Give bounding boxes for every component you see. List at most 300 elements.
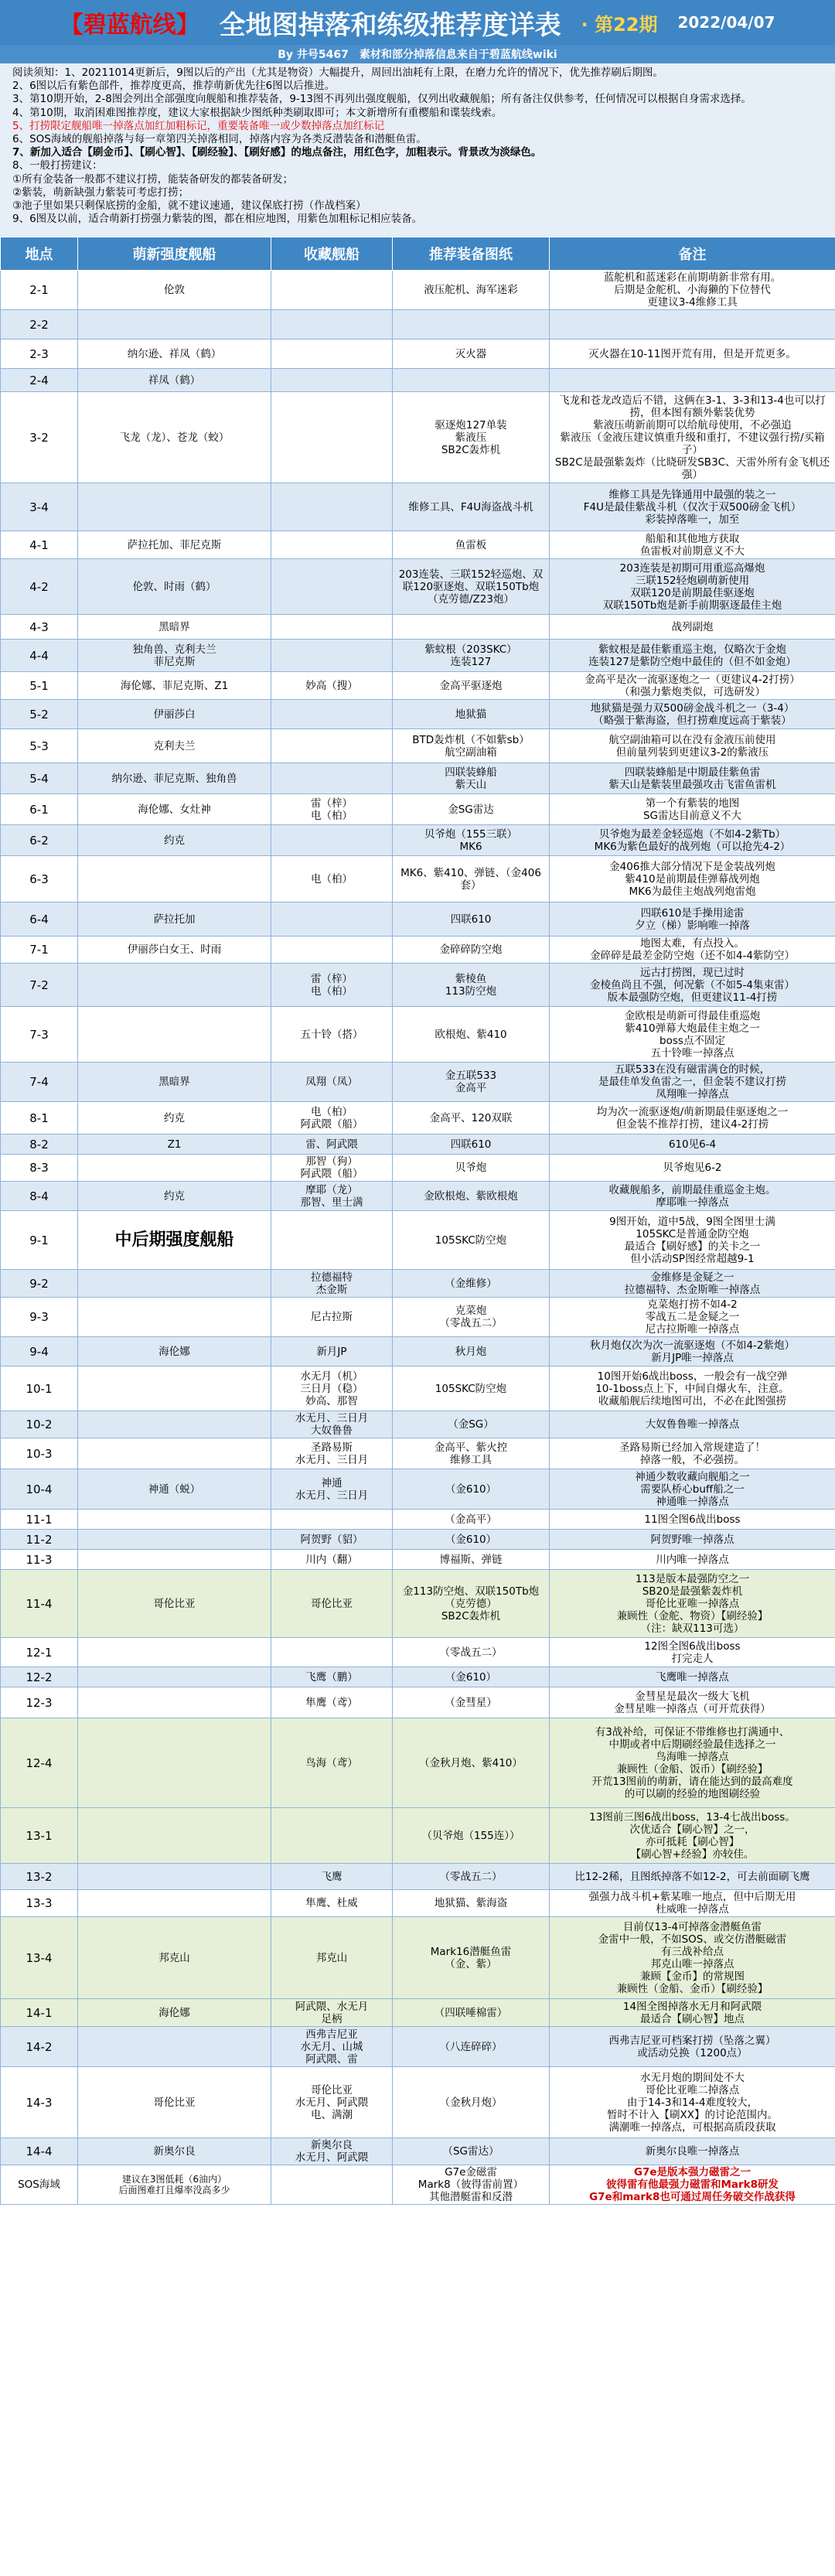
col-equipment-cell: 液压舵机、海军迷彩: [393, 271, 550, 310]
col-location-cell: 3-2: [1, 392, 78, 483]
col-notes-cell: 新奥尔良唯一掉落点: [550, 2138, 835, 2165]
table-row: [1, 1667, 835, 1687]
col-equipment-cell: 地狱猫: [393, 700, 550, 729]
col-notes-cell: 强强力战斗机+紫某唯一地点，但中后期无用 杜威唯一掉落点: [550, 1890, 835, 1917]
col-location-cell: 13-4: [1, 1917, 78, 1999]
col-equipment-cell: 金五联533 金高平: [393, 1063, 550, 1102]
page-title: 全地图掉落和练级推荐度详表: [219, 9, 561, 41]
table-row: [1, 1510, 835, 1530]
col-collection-cell: [271, 700, 393, 729]
col-equipment-cell: G7e金磁雷 Mark8（彼得雷前置） 其他潜艇雷和反潜: [393, 2165, 550, 2205]
col-ships-cell: 海伦娜、女灶神: [78, 794, 271, 825]
col-equipment-cell: 105SKC防空炮: [393, 1366, 550, 1411]
credit-line: [0, 45, 835, 63]
col-notes-cell: 川内唯一掉落点: [550, 1550, 835, 1570]
col-collection-cell: 妙高（搜）: [271, 672, 393, 700]
col-ships-cell: 海伦娜: [78, 1337, 271, 1366]
col-notes-cell: 神通少数收藏向舰船之一 需要队桥心buff船之一 神通唯一掉落点: [550, 1469, 835, 1510]
col-collection-cell: 川内（翻）: [271, 1550, 393, 1570]
reading-notes: [0, 63, 835, 237]
col-ships-cell: 邦克山: [78, 1917, 271, 1999]
game-tag: 【碧蓝航线】: [60, 12, 199, 39]
table-row: [1, 1155, 835, 1182]
col-location-cell: 2-3: [1, 339, 78, 369]
col-collection-cell: 阿武隈、水无月 足柄: [271, 1999, 393, 2027]
table-row: [1, 937, 835, 964]
col-ships-cell: 伦敦: [78, 271, 271, 310]
col-ships-cell: [78, 1530, 271, 1550]
table-row: [1, 1687, 835, 1718]
col-notes-cell: 四联装蜂船是中期最佳紫鱼雷 紫天山是紫装里最强攻击飞雷鱼雷机: [550, 763, 835, 794]
col-notes-cell: 贝爷炮为最差金轻巡炮（不如4-2紫Tb） MK6为紫色最好的战列炮（可以抢先4-2）: [550, 825, 835, 856]
col-ships-cell: 约克: [78, 1102, 271, 1134]
col-collection-cell: 五十铃（搭）: [271, 1007, 393, 1063]
col-collection-cell: [271, 310, 393, 339]
col-location-cell: SOS海域: [1, 2165, 78, 2205]
col-equipment-cell: 秋月炮: [393, 1337, 550, 1366]
col-notes-cell: 610见6-4: [550, 1134, 835, 1155]
col-ships-cell: [78, 964, 271, 1007]
col-notes-cell: 阿贺野唯一掉落点: [550, 1530, 835, 1550]
source-credit: 素材和部分掉落信息来自于碧蓝航线wiki: [359, 49, 557, 61]
table-row: [1, 1864, 835, 1890]
col-location-cell: 6-2: [1, 825, 78, 856]
col-location-cell: 14-2: [1, 2027, 78, 2067]
col-equipment-cell: （金秋月炮、紫410）: [393, 1718, 550, 1808]
col-location-cell: 4-3: [1, 615, 78, 640]
col-location-cell: 8-4: [1, 1182, 78, 1211]
col-notes-cell: 金406推大部分情况下是金装战列炮 紫410是前期最佳弹幕战列炮 MK6为最佳主炮战列炮雷炮: [550, 856, 835, 902]
note-line: 阅读须知：1、20211014更新后，9图以后的产出（尤其是物资）大幅提升，周回出油耗有上限，在磨力允许的情况下，优先推荐刷后期图。: [12, 67, 663, 79]
col-ships-cell: 伊丽莎白女王、时雨: [78, 937, 271, 964]
col-location-cell: 7-3: [1, 1007, 78, 1063]
col-ships-cell: [78, 1270, 271, 1298]
col-ships-cell: 中后期强度舰船: [78, 1211, 271, 1270]
col-equipment-cell: 维修工具、F4U海盗战斗机: [393, 483, 550, 531]
col-equipment-cell: 贝爷炮: [393, 1155, 550, 1182]
col-ships-cell: [78, 1550, 271, 1570]
col-notes-cell: 飞鹰唯一掉落点: [550, 1667, 835, 1687]
table-row: [1, 794, 835, 825]
col-equipment-cell: 驱逐炮127单装 紫液压 SB2C轰炸机: [393, 392, 550, 483]
col-equipment-cell: （金秋月炮）: [393, 2067, 550, 2138]
col-equipment-cell: 金高平驱逐炮: [393, 672, 550, 700]
col-equipment-cell: [393, 310, 550, 339]
col-notes-cell: 9图开始，道中5战，9图全图里士满 105SKC是普通金防空炮 最适合【刷好感】的关卡之一 但小活动SP图经常超越9-1: [550, 1211, 835, 1270]
col-notes-cell: 西弗吉尼亚可档案打捞（坠落之翼） 或活动兑换（1200点）: [550, 2027, 835, 2067]
col-equipment-cell: 金SG雷达: [393, 794, 550, 825]
col-equipment-cell: （金高平）: [393, 1510, 550, 1530]
issue-date: 2022/04/07: [677, 13, 775, 32]
col-collection-cell: 哥伦比亚 水无月、阿武隈 电、满潮: [271, 2067, 393, 2138]
table-row: [1, 1718, 835, 1808]
col-collection-cell: 那智（狗） 阿武隈（船）: [271, 1155, 393, 1182]
col-ships-cell: 伊丽莎白: [78, 700, 271, 729]
col-notes-cell: 克菜炮打捞不如4-2 零战五二是金疑之一 尼古拉斯唯一掉落点: [550, 1298, 835, 1337]
table-row: [1, 2138, 835, 2165]
col-collection-cell: [271, 615, 393, 640]
col-ships-cell: [78, 1007, 271, 1063]
table-row: [1, 763, 835, 794]
col-collection-cell: 隼鹰（鸢）: [271, 1687, 393, 1718]
table-header: [1, 237, 835, 271]
table-row: [1, 856, 835, 902]
col-equipment-cell: BTD轰炸机（不如紫sb） 航空副油箱: [393, 729, 550, 763]
col-equipment-cell: （金610）: [393, 1530, 550, 1550]
col-ships-cell: 黑暗界: [78, 1063, 271, 1102]
col-location-cell: 11-3: [1, 1550, 78, 1570]
col-location-cell: 8-2: [1, 1134, 78, 1155]
col-notes-cell: 飞龙和苍龙改造后不错，这俩在3-1、3-3和13-4也可以打捞，但本图有额外紫装优势 紫液压萌新前期可以给航母使用，不必强追 紫液压（金液压建议慎重升级和重打，不建议强行捞/买箱子） SB2C是最强紫轰炸（比晓研发SB3C、天雷外所有金飞机还强）: [550, 392, 835, 483]
col-location-cell: 7-1: [1, 937, 78, 964]
col-collection-cell: 鸟海（鸢）: [271, 1718, 393, 1808]
issue-number: · 第22期: [581, 13, 658, 36]
col-notes-cell: 水无月炮的期间处不大 哥伦比亚唯二掉落点 由于14-3和14-4难度较大， 暂时不计入【刷XX】的讨论范围内。 满潮唯一掉落点，可根据高质段获取: [550, 2067, 835, 2138]
col-notes-cell: 金维修是金疑之一 拉德福特、杰金斯唯一掉落点: [550, 1270, 835, 1298]
col-location-cell: 9-4: [1, 1337, 78, 1366]
col-equipment-cell: （金维修）: [393, 1270, 550, 1298]
col-equipment-cell: 贝爷炮（155三联） MK6: [393, 825, 550, 856]
table-row: [1, 672, 835, 700]
col-location-cell: 9-1: [1, 1211, 78, 1270]
table-row: [1, 392, 835, 483]
col-ships-cell: 萨拉托加: [78, 902, 271, 937]
col-notes-cell: 均为次一流驱逐炮/萌新期最佳驱逐炮之一 但金装不推荐打捞，建议4-2打捞: [550, 1102, 835, 1134]
col-collection-cell: [271, 1211, 393, 1270]
col-location-cell: 9-3: [1, 1298, 78, 1337]
col-equipment-cell: （八连碎碎）: [393, 2027, 550, 2067]
col-location-cell: 5-4: [1, 763, 78, 794]
col-collection-cell: 水无月、三日月 大奴鲁鲁: [271, 1411, 393, 1438]
table-row: [1, 369, 835, 392]
col-location-header: 地点: [1, 237, 78, 271]
col-notes-cell: [550, 310, 835, 339]
note-line: 7、新加入适合【刷金币】、【刷心智】、【刷经验】、【刷好感】的地点备注，用红色字，加粗表示。背景改为淡绿色。: [12, 146, 542, 159]
note-line: 8、一般打捞建议：: [12, 159, 103, 172]
col-location-cell: 6-1: [1, 794, 78, 825]
col-ships-cell: 新奥尔良: [78, 2138, 271, 2165]
col-equipment-cell: 金碎碎防空炮: [393, 937, 550, 964]
table-row: [1, 1438, 835, 1469]
col-ships-cell: [78, 1438, 271, 1469]
col-notes-cell: 比12-2稀，且图纸掉落不如12-2，可去前面刷飞鹰: [550, 1864, 835, 1890]
col-ships-cell: 神通（蜕）: [78, 1469, 271, 1510]
col-collection-cell: [271, 763, 393, 794]
col-collection-cell: 尼古拉斯: [271, 1298, 393, 1337]
col-collection-cell: [271, 2165, 393, 2205]
note-line: 3、第10期开始，2-8图会列出全部强度向舰船和推荐装备，9-13图不再列出强度舰船，仅列出收藏舰船；所有备注仅供参考，任何情况可以根据自身需求选择。: [12, 93, 752, 106]
col-ships-cell: [78, 1718, 271, 1808]
col-collection-cell: 神通 水无月、三日月: [271, 1469, 393, 1510]
author-credit: By 井号5467: [278, 49, 349, 61]
col-location-cell: 2-1: [1, 271, 78, 310]
col-equipment-cell: 四联装蜂船 紫天山: [393, 763, 550, 794]
table-row: [1, 1999, 835, 2027]
note-line: 6、SOS海域的舰船掉落与每一章第四关掉落相同，掉落内容为各类反潜装备和潜艇鱼雷。: [12, 133, 427, 146]
col-notes-cell: 金欧根是萌新可得最佳重巡炮 紫410弹幕大炮最佳主炮之一 boss点不固定 五十铃唯一掉落点: [550, 1007, 835, 1063]
col-equipment-cell: （贝爷炮（155连））: [393, 1808, 550, 1864]
col-equipment-cell: 克菜炮 （零战五二）: [393, 1298, 550, 1337]
note-line: 9、6图及以前，适合萌新打捞强力紫装的图，都在相应地图，用紫色加粗标记相应装备。: [12, 213, 423, 226]
col-notes-cell: 13图前三图6战出boss，13-4七战出boss。 次优适合【刷心智】之一， 亦可抵耗【刷心智】 【刷心智+经验】亦较佳。: [550, 1808, 835, 1864]
table-row: [1, 1134, 835, 1155]
table-row: [1, 1469, 835, 1510]
note-line: ③池子里如果只剩保底捞的金船，就不建议速通，建议保底打捞（作战档案）: [12, 200, 366, 213]
col-ships-cell: [78, 483, 271, 531]
col-ships-cell: 伦敦、时雨（鹤）: [78, 559, 271, 615]
col-location-cell: 6-3: [1, 856, 78, 902]
col-ships-cell: 独角兽、克利夫兰 菲尼克斯: [78, 640, 271, 672]
col-ships-cell: 祥凤（鹤）: [78, 369, 271, 392]
table-row: [1, 1808, 835, 1864]
col-notes-cell: 12图全图6战出boss 打完走人: [550, 1638, 835, 1667]
col-collection-cell: [271, 1638, 393, 1667]
col-location-cell: 11-1: [1, 1510, 78, 1530]
col-location-cell: 9-2: [1, 1270, 78, 1298]
col-collection-cell: 电（柏） 阿武隈（船）: [271, 1102, 393, 1134]
col-equipment-cell: 鱼雷板: [393, 531, 550, 559]
col-collection-cell: [271, 1510, 393, 1530]
col-ships-cell: 纳尔逊、菲尼克斯、独角兽: [78, 763, 271, 794]
col-collection-cell: [271, 1808, 393, 1864]
col-location-cell: 8-3: [1, 1155, 78, 1182]
col-equipment-cell: 金欧根炮、紫欧根炮: [393, 1182, 550, 1211]
col-collection-cell: 摩耶（龙） 那智、里士满: [271, 1182, 393, 1211]
col-location-cell: 11-2: [1, 1530, 78, 1550]
table-row: [1, 1570, 835, 1638]
col-location-cell: 7-4: [1, 1063, 78, 1102]
table-row: [1, 729, 835, 763]
col-ships-cell: [78, 1411, 271, 1438]
col-ships-cell: [78, 1667, 271, 1687]
col-ships-cell: 纳尔逊、祥凤（鹤）: [78, 339, 271, 369]
col-equipment-cell: 四联610: [393, 902, 550, 937]
col-ships-cell: 哥伦比亚: [78, 1570, 271, 1638]
col-equipment-cell: 紫蚊根（203SKC） 连装127: [393, 640, 550, 672]
col-notes-cell: 秋月炮仅次为次一流驱逐炮（不如4-2紫炮） 新月JP唯一掉落点: [550, 1337, 835, 1366]
col-collection-cell: [271, 825, 393, 856]
col-collection-cell: 飞鹰（鹏）: [271, 1667, 393, 1687]
col-ships-cell: [78, 1638, 271, 1667]
table-row: [1, 700, 835, 729]
col-collection-cell: [271, 369, 393, 392]
col-notes-cell: 收藏舰船多，前期最佳重巡金主炮。 摩耶唯一掉落点: [550, 1182, 835, 1211]
col-notes-cell: 203连装是初期可用重巡高爆炮 三联152轻炮刷萌新使用 双联120是前期最佳驱逐炮 双联150Tb炮是新手前期驱逐最佳主炮: [550, 559, 835, 615]
col-collection-cell: 凤翔（凤）: [271, 1063, 393, 1102]
col-notes-cell: 远古打捞图，现已过时 金棱鱼尚且不强，何况紫（不如5-4集束雷） 版本最强防空炮，但更建议11-4打捞: [550, 964, 835, 1007]
col-equipment-cell: （金610）: [393, 1667, 550, 1687]
col-ships-cell: 约克: [78, 1182, 271, 1211]
col-location-cell: 2-4: [1, 369, 78, 392]
col-collection-cell: [271, 559, 393, 615]
table-row: [1, 615, 835, 640]
col-ships-cell: [78, 1890, 271, 1917]
col-notes-cell: 灭火器在10-11图开荒有用，但是开荒更多。: [550, 339, 835, 369]
table-row: [1, 1638, 835, 1667]
col-equipment-cell: 金高平、紫火控 维修工具: [393, 1438, 550, 1469]
col-notes-cell: 紫蚊根是最佳紫重巡主炮，仅略次于金炮 连装127是紫防空炮中最佳的（但不如金炮）: [550, 640, 835, 672]
col-collection-cell: 新奥尔良 水无月、阿武隈: [271, 2138, 393, 2165]
table-row: [1, 1007, 835, 1063]
col-collection-cell: 新月JP: [271, 1337, 393, 1366]
col-collection-cell: [271, 729, 393, 763]
note-line: ②紫装，萌新缺强力紫装可考虑打捞；: [12, 186, 189, 199]
col-collection-cell: [271, 339, 393, 369]
col-location-cell: 10-3: [1, 1438, 78, 1469]
table-row: [1, 2067, 835, 2138]
table-row: [1, 559, 835, 615]
table-row: [1, 1102, 835, 1134]
table-row: [1, 1366, 835, 1411]
col-location-cell: 10-4: [1, 1469, 78, 1510]
col-collection-cell: 飞鹰: [271, 1864, 393, 1890]
col-notes-cell: 11图全图6战出boss: [550, 1510, 835, 1530]
col-equipment-cell: 地狱猫、紫海盗: [393, 1890, 550, 1917]
col-collection-cell: [271, 271, 393, 310]
col-equipment-cell: （金SG）: [393, 1411, 550, 1438]
col-notes-cell: 第一个有紫装的地图 SG雷达目前意义不大: [550, 794, 835, 825]
col-notes-cell: 圣路易斯已经加入常规建造了！ 掉落一般，不必强捞。: [550, 1438, 835, 1469]
col-collection-cell: [271, 531, 393, 559]
col-location-cell: 8-1: [1, 1102, 78, 1134]
col-location-cell: 12-3: [1, 1687, 78, 1718]
table-row: [1, 825, 835, 856]
col-location-cell: 5-1: [1, 672, 78, 700]
col-location-cell: 6-4: [1, 902, 78, 937]
col-notes-cell: 金高平是次一流驱逐炮之一（更建议4-2打捞） （和强力紫炮类似，可选研发）: [550, 672, 835, 700]
col-location-cell: 12-2: [1, 1667, 78, 1687]
table-row: [1, 1298, 835, 1337]
col-notes-cell: 蓝舵机和蓝迷彩在前期萌新非常有用。 后期是金舵机、小海獭的下位替代 更建议3-4维修工具: [550, 271, 835, 310]
col-equipment-cell: （金610）: [393, 1469, 550, 1510]
note-line: 5、打捞限定舰船唯一掉落点加红加粗标记，重要装备唯一或少数掉落点加红标记: [12, 119, 385, 132]
col-location-cell: 3-4: [1, 483, 78, 531]
col-collection-cell: 拉德福特 杰金斯: [271, 1270, 393, 1298]
col-notes-cell: 有3战补给，可保证不带维修也打满通中、 中期或者中后期刷经验最佳选择之一 鸟海唯一掉落点 兼顾性（金船、饭币）【刷经验】 开荒13图前的萌新，请在能达到的最高难度 的可以刷的经验的地图刷经验: [550, 1718, 835, 1808]
table-row: [1, 2027, 835, 2067]
col-notes-cell: 113是版本最强防空之一 SB20是最强紫轰炸机 哥伦比亚唯一掉落点 兼顾性（金舵、物资）【刷经验】 （注：缺双113可选）: [550, 1570, 835, 1638]
col-ships-cell: [78, 1510, 271, 1530]
col-equipment-cell: [393, 615, 550, 640]
col-location-cell: 4-4: [1, 640, 78, 672]
col-ships-cell: [78, 1155, 271, 1182]
col-notes-cell: 航空副油箱可以在没有金液压前使用 但前量列装到更建议3-2的紫液压: [550, 729, 835, 763]
table-row: [1, 310, 835, 339]
table-row: [1, 2165, 835, 2205]
col-collection-cell: 水无月（机） 三日月（稳） 妙高、那智: [271, 1366, 393, 1411]
col-notes-cell: 船船和其他地方获取 鱼雷板对前期意义不大: [550, 531, 835, 559]
col-location-cell: 14-1: [1, 1999, 78, 2027]
col-ships-cell: [78, 1864, 271, 1890]
table-row: [1, 1063, 835, 1102]
col-collection-cell: [271, 937, 393, 964]
col-ships-cell: [78, 856, 271, 902]
table-row: [1, 1337, 835, 1366]
col-location-cell: 13-1: [1, 1808, 78, 1864]
col-location-cell: 4-1: [1, 531, 78, 559]
col-notes-cell: 14图全图掉落水无月和阿武隈 最适合【刷心智】地点: [550, 1999, 835, 2027]
col-notes-cell: 目前仅13-4可掉落金潜艇鱼雷 金雷中一般，不如SOS、或交仿潜艇磁雷 有三战补给点 邦克山唯一掉落点 兼顾【金币】的常规图 兼顾性（金船、金币）【刷经验】: [550, 1917, 835, 1999]
col-collection-cell: 雷（梓） 电（柏）: [271, 964, 393, 1007]
col-collection-cell: [271, 902, 393, 937]
col-notes-cell: G7e是版本强力磁雷之一 彼得雷有他最强力磁雷和Mark8研发 G7e和mark8也可通过周任务破交作战获得: [550, 2165, 835, 2205]
table-row: [1, 1411, 835, 1438]
col-equipment-cell: Mark16潜艇鱼雷 （金、紫）: [393, 1917, 550, 1999]
col-location-cell: 14-4: [1, 2138, 78, 2165]
col-collection-cell: 哥伦比亚: [271, 1570, 393, 1638]
col-notes-cell: 四联610是手操用途雷 夕立（梯）影响唯一掉落: [550, 902, 835, 937]
col-collection-cell: [271, 392, 393, 483]
col-location-cell: 5-2: [1, 700, 78, 729]
col-location-cell: 11-4: [1, 1570, 78, 1638]
col-equipment-cell: 紫棱鱼 113防空炮: [393, 964, 550, 1007]
table-row: [1, 339, 835, 369]
col-location-cell: 5-3: [1, 729, 78, 763]
col-equipment-header: 推荐装备图纸: [393, 237, 550, 271]
col-ships-cell: 海伦娜、菲尼克斯、Z1: [78, 672, 271, 700]
col-equipment-cell: MK6、紫410、弹链、（金406套）: [393, 856, 550, 902]
table-row: [1, 1211, 835, 1270]
table-row: [1, 640, 835, 672]
col-equipment-cell: （零战五二）: [393, 1864, 550, 1890]
col-ships-cell: 约克: [78, 825, 271, 856]
col-location-cell: 10-1: [1, 1366, 78, 1411]
table-row: [1, 964, 835, 1007]
col-location-cell: 13-3: [1, 1890, 78, 1917]
title-banner: [0, 0, 835, 45]
col-equipment-cell: 203连装、三联152轻巡炮、双联120驱逐炮、双联150Tb炮（克劳德/Z23炮）: [393, 559, 550, 615]
col-collection-cell: 阿贺野（貂）: [271, 1530, 393, 1550]
col-equipment-cell: （金彗星）: [393, 1687, 550, 1718]
col-equipment-cell: （四联唾棉雷）: [393, 1999, 550, 2027]
col-notes-cell: 金彗星是最次一级大飞机 金彗星唯一掉落点（可开荒获得）: [550, 1687, 835, 1718]
note-line: 2、6图以后有紫色部件，推荐度更高，推荐萌新优先往6图以后推进。: [12, 80, 336, 93]
col-notes-cell: 五联533在没有磁雷满仓的时候， 是最佳单发鱼雷之一，但金装不建议打捞 凤翔唯一掉落点: [550, 1063, 835, 1102]
col-collection-cell: 雷、阿武隈: [271, 1134, 393, 1155]
col-notes-cell: 地图太难，有点投入。 金碎碎是最差金防空炮（还不如4-4紫防空）: [550, 937, 835, 964]
col-equipment-cell: [393, 369, 550, 392]
col-notes-header: 备注: [550, 237, 835, 271]
table-row: [1, 483, 835, 531]
col-collection-cell: [271, 483, 393, 531]
table-row: [1, 1530, 835, 1550]
col-collection-cell: 电（柏）: [271, 856, 393, 902]
col-location-cell: 10-2: [1, 1411, 78, 1438]
col-location-cell: 14-3: [1, 2067, 78, 2138]
col-collection-cell: 圣路易斯 水无月、三日月: [271, 1438, 393, 1469]
col-equipment-cell: 灭火器: [393, 339, 550, 369]
col-collection-cell: [271, 640, 393, 672]
col-equipment-cell: （零战五二）: [393, 1638, 550, 1667]
col-ships-cell: [78, 310, 271, 339]
note-line: 4、第10期，取消困难图推荐度，建议大家根据缺少图纸种类刷取即可；本文新增所有重樱船和谍装线索。: [12, 106, 503, 119]
col-notes-cell: 维修工具是先锋通用中最强的装之一 F4U是最佳紫战斗机（仅次于双500磅金飞机） 彩装掉落唯一，加至: [550, 483, 835, 531]
col-equipment-cell: （SG雷达）: [393, 2138, 550, 2165]
note-line: ①所有金装备一般都不建议打捞，能装备研发的都装备研发；: [12, 172, 294, 186]
col-ships-cell: 海伦娜: [78, 1999, 271, 2027]
table-row: [1, 271, 835, 310]
col-ships-header: 萌新强度舰船: [78, 237, 271, 271]
col-collection-cell: 邦克山: [271, 1917, 393, 1999]
col-ships-cell: 黑暗界: [78, 615, 271, 640]
col-collection-cell: 隼鹰、杜威: [271, 1890, 393, 1917]
col-location-cell: 2-2: [1, 310, 78, 339]
table-row: [1, 1550, 835, 1570]
col-location-cell: 12-1: [1, 1638, 78, 1667]
col-location-cell: 12-4: [1, 1718, 78, 1808]
col-ships-cell: 克利夫兰: [78, 729, 271, 763]
col-equipment-cell: 105SKC防空炮: [393, 1211, 550, 1270]
